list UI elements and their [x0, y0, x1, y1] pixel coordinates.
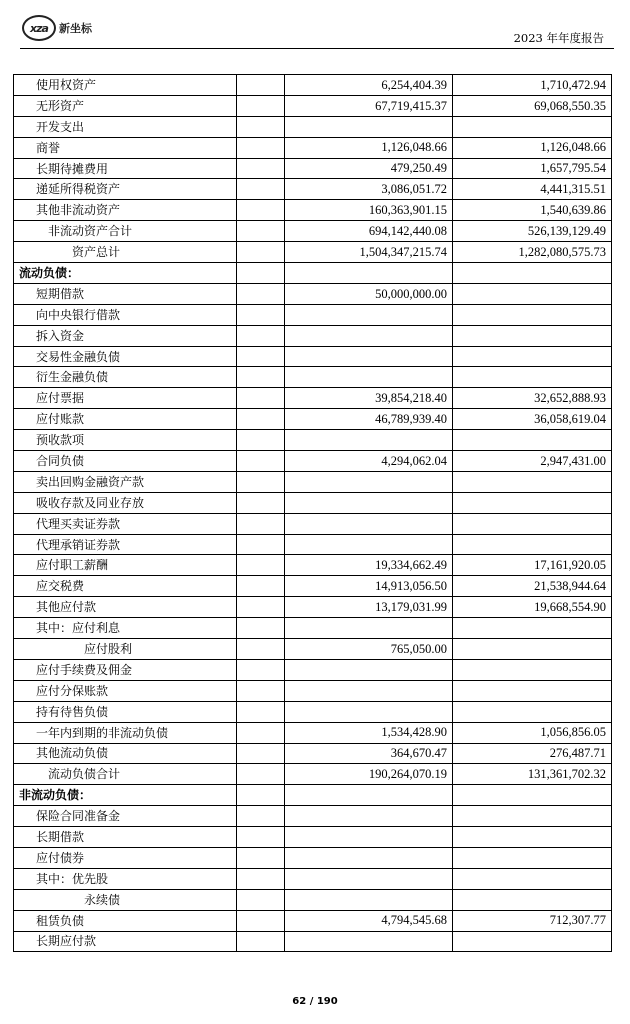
- table-row: [14, 200, 612, 221]
- prior-period-value: [453, 931, 612, 952]
- current-period-value: [285, 513, 453, 534]
- note-cell: [237, 409, 285, 430]
- table-row: [14, 242, 612, 263]
- table-row: [14, 325, 612, 346]
- prior-period-value: [453, 367, 612, 388]
- row-label: 吸收存款及同业存放: [14, 492, 237, 513]
- prior-period-value: [453, 806, 612, 827]
- row-label: 向中央银行借款: [14, 304, 237, 325]
- current-period-value: 479,250.49: [285, 158, 453, 179]
- current-period-value: 1,534,428.90: [285, 722, 453, 743]
- note-cell: [237, 931, 285, 952]
- row-label: 流动负债合计: [14, 764, 237, 785]
- prior-period-value: [453, 534, 612, 555]
- row-label: 其他流动负债: [14, 743, 237, 764]
- table-row: [14, 701, 612, 722]
- current-period-value: [285, 785, 453, 806]
- prior-period-value: 1,657,795.54: [453, 158, 612, 179]
- table-row: [14, 889, 612, 910]
- prior-period-value: 32,652,888.93: [453, 388, 612, 409]
- note-cell: [237, 868, 285, 889]
- prior-period-value: 526,139,129.49: [453, 221, 612, 242]
- row-label: 其他应付款: [14, 597, 237, 618]
- prior-period-value: [453, 847, 612, 868]
- note-cell: [237, 555, 285, 576]
- prior-period-value: [453, 471, 612, 492]
- table-row: [14, 283, 612, 304]
- row-label: 衍生金融负债: [14, 367, 237, 388]
- current-period-value: 694,142,440.08: [285, 221, 453, 242]
- balance-sheet-table: [13, 74, 612, 952]
- table-row: [14, 534, 612, 555]
- current-period-value: [285, 263, 453, 284]
- table-row: [14, 137, 612, 158]
- table-row: [14, 430, 612, 451]
- row-label: 一年内到期的非流动负债: [14, 722, 237, 743]
- row-label: 拆入资金: [14, 325, 237, 346]
- row-label: 其中：应付利息: [14, 618, 237, 639]
- prior-period-value: [453, 827, 612, 848]
- prior-period-value: [453, 492, 612, 513]
- prior-period-value: 69,068,550.35: [453, 95, 612, 116]
- row-label: 商誉: [14, 137, 237, 158]
- table-row: [14, 576, 612, 597]
- prior-period-value: 1,710,472.94: [453, 75, 612, 96]
- row-label: 代理承销证券款: [14, 534, 237, 555]
- current-period-value: 19,334,662.49: [285, 555, 453, 576]
- page-header: [12, 6, 618, 50]
- note-cell: [237, 889, 285, 910]
- current-period-value: [285, 346, 453, 367]
- table-row: [14, 868, 612, 889]
- current-period-value: [285, 534, 453, 555]
- table-row: [14, 95, 612, 116]
- note-cell: [237, 95, 285, 116]
- row-label: 预收款项: [14, 430, 237, 451]
- prior-period-value: [453, 868, 612, 889]
- row-label: 合同负债: [14, 451, 237, 472]
- prior-period-value: [453, 618, 612, 639]
- prior-period-value: [453, 325, 612, 346]
- table-row: [14, 597, 612, 618]
- row-label: 卖出回购金融资产款: [14, 471, 237, 492]
- current-period-value: 50,000,000.00: [285, 283, 453, 304]
- table-row: [14, 388, 612, 409]
- prior-period-value: 712,307.77: [453, 910, 612, 931]
- table-row: [14, 639, 612, 660]
- row-label: 应交税费: [14, 576, 237, 597]
- note-cell: [237, 471, 285, 492]
- current-period-value: [285, 889, 453, 910]
- current-period-value: [285, 471, 453, 492]
- current-period-value: [285, 367, 453, 388]
- current-period-value: [285, 680, 453, 701]
- current-period-value: [285, 618, 453, 639]
- note-cell: [237, 179, 285, 200]
- current-period-value: 4,294,062.04: [285, 451, 453, 472]
- note-cell: [237, 513, 285, 534]
- table-row: [14, 179, 612, 200]
- note-cell: [237, 200, 285, 221]
- prior-period-value: [453, 304, 612, 325]
- table-row: [14, 367, 612, 388]
- note-cell: [237, 137, 285, 158]
- current-period-value: [285, 827, 453, 848]
- table-row: [14, 743, 612, 764]
- row-label: 应付股利: [14, 639, 237, 660]
- note-cell: [237, 388, 285, 409]
- row-label: 其他非流动资产: [14, 200, 237, 221]
- prior-period-value: [453, 701, 612, 722]
- table-row: [14, 451, 612, 472]
- table-row: [14, 304, 612, 325]
- note-cell: [237, 680, 285, 701]
- current-period-value: 160,363,901.15: [285, 200, 453, 221]
- table-row: [14, 722, 612, 743]
- note-cell: [237, 346, 285, 367]
- row-label: 应付债券: [14, 847, 237, 868]
- table-row: [14, 492, 612, 513]
- row-label: 租赁负债: [14, 910, 237, 931]
- current-period-value: [285, 868, 453, 889]
- row-label: 开发支出: [14, 116, 237, 137]
- row-label: 交易性金融负债: [14, 346, 237, 367]
- row-label: 保险合同准备金: [14, 806, 237, 827]
- note-cell: [237, 75, 285, 96]
- note-cell: [237, 534, 285, 555]
- note-cell: [237, 701, 285, 722]
- current-period-value: 4,794,545.68: [285, 910, 453, 931]
- note-cell: [237, 764, 285, 785]
- prior-period-value: 2,947,431.00: [453, 451, 612, 472]
- row-label: 使用权资产: [14, 75, 237, 96]
- current-period-value: [285, 701, 453, 722]
- prior-period-value: [453, 680, 612, 701]
- table-row: [14, 910, 612, 931]
- table-row: [14, 471, 612, 492]
- table-row: [14, 555, 612, 576]
- current-period-value: 1,126,048.66: [285, 137, 453, 158]
- table-row: [14, 221, 612, 242]
- current-period-value: [285, 847, 453, 868]
- row-label: 其中：优先股: [14, 868, 237, 889]
- row-label: 永续债: [14, 889, 237, 910]
- row-label: 无形资产: [14, 95, 237, 116]
- row-label: 应付职工薪酬: [14, 555, 237, 576]
- current-period-value: [285, 430, 453, 451]
- note-cell: [237, 325, 285, 346]
- prior-period-value: 19,668,554.90: [453, 597, 612, 618]
- logo-text: 新坐标: [59, 22, 92, 35]
- prior-period-value: [453, 639, 612, 660]
- prior-period-value: 1,282,080,575.73: [453, 242, 612, 263]
- note-cell: [237, 806, 285, 827]
- note-cell: [237, 263, 285, 284]
- row-label: 短期借款: [14, 283, 237, 304]
- header-divider: [20, 48, 614, 49]
- prior-period-value: [453, 659, 612, 680]
- prior-period-value: [453, 513, 612, 534]
- current-period-value: [285, 325, 453, 346]
- table-row: [14, 75, 612, 96]
- note-cell: [237, 639, 285, 660]
- balance-sheet-body: [14, 75, 612, 952]
- current-period-value: [285, 116, 453, 137]
- row-label: 持有待售负债: [14, 701, 237, 722]
- prior-period-value: 276,487.71: [453, 743, 612, 764]
- note-cell: [237, 597, 285, 618]
- table-row: [14, 659, 612, 680]
- row-label: 非流动负债：: [14, 785, 237, 806]
- note-cell: [237, 743, 285, 764]
- current-period-value: 67,719,415.37: [285, 95, 453, 116]
- note-cell: [237, 116, 285, 137]
- note-cell: [237, 242, 285, 263]
- current-period-value: 3,086,051.72: [285, 179, 453, 200]
- prior-period-value: 1,056,856.05: [453, 722, 612, 743]
- row-label: 长期借款: [14, 827, 237, 848]
- table-row: [14, 346, 612, 367]
- logo-icon: xza: [22, 15, 56, 41]
- table-row: [14, 680, 612, 701]
- prior-period-value: [453, 785, 612, 806]
- current-period-value: 13,179,031.99: [285, 597, 453, 618]
- current-period-value: [285, 931, 453, 952]
- current-period-value: [285, 806, 453, 827]
- note-cell: [237, 722, 285, 743]
- table-row: [14, 409, 612, 430]
- row-label: 资产总计: [14, 242, 237, 263]
- current-period-value: [285, 492, 453, 513]
- note-cell: [237, 221, 285, 242]
- report-title: 2023 年年度报告: [513, 31, 604, 45]
- row-label: 应付账款: [14, 409, 237, 430]
- table-row: [14, 847, 612, 868]
- note-cell: [237, 910, 285, 931]
- row-label: 递延所得税资产: [14, 179, 237, 200]
- current-period-value: 765,050.00: [285, 639, 453, 660]
- current-period-value: [285, 304, 453, 325]
- row-label: 应付分保账款: [14, 680, 237, 701]
- table-row: [14, 513, 612, 534]
- section-header-row: [14, 263, 612, 284]
- prior-period-value: [453, 263, 612, 284]
- current-period-value: 364,670.47: [285, 743, 453, 764]
- current-period-value: 46,789,939.40: [285, 409, 453, 430]
- prior-period-value: 4,441,315.51: [453, 179, 612, 200]
- prior-period-value: [453, 346, 612, 367]
- row-label: 长期待摊费用: [14, 158, 237, 179]
- table-row: [14, 158, 612, 179]
- table-row: [14, 618, 612, 639]
- note-cell: [237, 451, 285, 472]
- row-label: 代理买卖证券款: [14, 513, 237, 534]
- prior-period-value: 1,540,639.86: [453, 200, 612, 221]
- note-cell: [237, 659, 285, 680]
- company-logo: [22, 14, 92, 42]
- note-cell: [237, 283, 285, 304]
- table-row: [14, 827, 612, 848]
- prior-period-value: 21,538,944.64: [453, 576, 612, 597]
- note-cell: [237, 618, 285, 639]
- row-label: 长期应付款: [14, 931, 237, 952]
- section-header-row: [14, 785, 612, 806]
- prior-period-value: 36,058,619.04: [453, 409, 612, 430]
- prior-period-value: 131,361,702.32: [453, 764, 612, 785]
- current-period-value: 14,913,056.50: [285, 576, 453, 597]
- table-row: [14, 764, 612, 785]
- prior-period-value: [453, 430, 612, 451]
- page-number: 62 / 190: [292, 996, 338, 1007]
- row-label: 非流动资产合计: [14, 221, 237, 242]
- note-cell: [237, 304, 285, 325]
- prior-period-value: 17,161,920.05: [453, 555, 612, 576]
- row-label: 应付手续费及佣金: [14, 659, 237, 680]
- current-period-value: 1,504,347,215.74: [285, 242, 453, 263]
- current-period-value: 39,854,218.40: [285, 388, 453, 409]
- prior-period-value: [453, 889, 612, 910]
- note-cell: [237, 576, 285, 597]
- note-cell: [237, 785, 285, 806]
- note-cell: [237, 827, 285, 848]
- prior-period-value: [453, 116, 612, 137]
- table-row: [14, 806, 612, 827]
- note-cell: [237, 367, 285, 388]
- current-period-value: [285, 659, 453, 680]
- current-period-value: 6,254,404.39: [285, 75, 453, 96]
- row-label: 流动负债：: [14, 263, 237, 284]
- row-label: 应付票据: [14, 388, 237, 409]
- prior-period-value: 1,126,048.66: [453, 137, 612, 158]
- note-cell: [237, 430, 285, 451]
- note-cell: [237, 158, 285, 179]
- prior-period-value: [453, 283, 612, 304]
- table-row: [14, 116, 612, 137]
- note-cell: [237, 847, 285, 868]
- note-cell: [237, 492, 285, 513]
- current-period-value: 190,264,070.19: [285, 764, 453, 785]
- table-row: [14, 931, 612, 952]
